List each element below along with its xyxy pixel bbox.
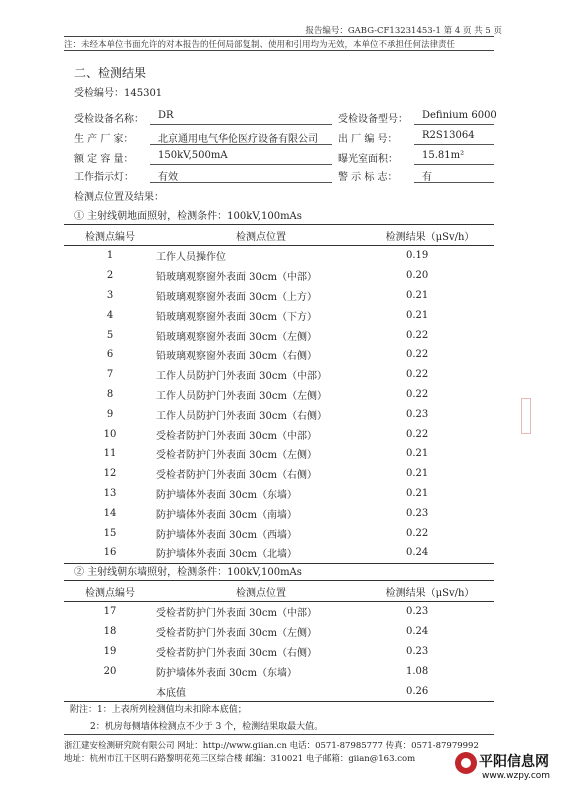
area-row [338,150,465,165]
table-row [64,404,494,424]
underline [150,182,332,183]
capacity-row [74,150,228,165]
cell-location: 受检者防护门外表面 30cm（左侧） [156,450,317,462]
section-title: 二、检测结果 [74,66,147,80]
cell-point-no: 14 [103,507,117,519]
cell-location: 工作人员防护门外表面 30cm（左侧） [156,390,327,402]
table-row [64,365,494,385]
footer-line-2: 地址：杭州市江干区明石路黎明花苑三区综合楼 邮编：310021 电子邮箱：giian@163.com [64,754,416,764]
cell-result: 0.22 [406,329,429,341]
cell-point-no: 20 [103,665,117,677]
cell-result: 0.23 [406,507,429,519]
table-row [64,385,494,405]
equipment-model-value: Definium 6000 [422,110,497,121]
results-table-2 [64,580,494,702]
cell-location: 铅玻璃观察窗外表面 30cm（左侧） [156,331,317,343]
cell-point-no: 11 [103,448,117,460]
points-heading: 检测点位置及结果： [74,192,164,203]
cell-location: 防护墙体外表面 30cm（东墙） [156,667,297,679]
table-row [64,246,494,266]
header-rule-top [64,36,494,37]
underline [414,164,494,165]
cell-result: 0.21 [406,289,429,301]
underline [414,182,494,183]
cell-location: 本底值 [156,681,366,701]
cell-point-no: 12 [103,468,117,480]
table-row [64,503,494,523]
cell-result: 0.23 [406,606,429,618]
cell-location: 受检者防护门外表面 30cm（中部） [156,608,317,620]
equipment-name-row [74,110,174,125]
note-2: 2：机房每侧墙体检测点不少于 3 个，检测结果取最大值。 [90,722,324,732]
table-row [64,484,494,504]
underline [150,144,332,145]
table-row [64,286,494,306]
cell-location: 防护墙体外表面 30cm（西墙） [156,529,297,541]
maker-label: 生 产 厂 家： [74,134,134,145]
indicator-label: 工作指示灯： [74,172,134,183]
table-row [64,266,494,286]
site-logo-icon [455,752,477,774]
table-row [64,661,494,681]
underline [150,124,332,125]
table-row [64,444,494,464]
cell-location: 铅玻璃观察窗外表面 30cm（上方） [156,291,317,303]
watermark-url: www.wzpy.com [482,771,551,781]
cell-point-no: 8 [106,388,114,400]
sample-number: 受检编号：145301 [74,88,163,99]
cell-location: 受检者防护门外表面 30cm（右侧） [156,647,317,659]
cell-point-no: 3 [106,289,114,301]
report-number: 报告编号：GABG-CF13231453-1 第 4 页 共 5 页 [305,26,502,36]
cell-result: 0.22 [406,349,429,361]
cell-result: 0.21 [406,487,429,499]
equipment-name-value: DR [158,110,174,121]
table-row [64,345,494,365]
cell-location: 铅玻璃观察窗外表面 30cm（中部） [156,272,317,284]
cell-result: 0.23 [406,645,429,657]
cell-location: 铅玻璃观察窗外表面 30cm（下方） [156,311,317,323]
table-row [64,523,494,543]
cell-location: 防护墙体外表面 30cm（北墙） [156,543,366,563]
cell-point-no: 16 [64,543,156,563]
equipment-model-row [338,110,497,125]
cell-location: 防护墙体外表面 30cm（南墙） [156,509,297,521]
table-row [64,464,494,484]
legal-note: 注：未经本单位书面允许的对本报告的任何局部复制、使用和引用均为无效，本单位不承担任何法律责任 [64,40,456,50]
cell-result: 0.22 [406,428,429,440]
col-result: 检测结果（μSv/h） [366,225,494,246]
table-header-row [64,581,494,602]
cell-point-no: 6 [106,349,114,361]
cell-location: 受检者防护门外表面 30cm（左侧） [156,628,317,640]
cell-result: 0.22 [406,388,429,400]
maker-value: 北京通用电气华伦医疗设备有限公司 [158,134,318,145]
warning-value: 有 [422,172,432,183]
watermark-brand: 平阳信息网 [479,754,549,770]
cell-point-no: 15 [103,527,117,539]
cell-location: 工作人员防护门外表面 30cm（右侧） [156,410,327,422]
cell-location: 受检者防护门外表面 30cm（右侧） [156,470,317,482]
results-table-1 [64,224,494,564]
indicator-row [74,168,178,183]
table-row [64,424,494,444]
cell-point-no: 17 [103,606,117,618]
cell-result: 0.23 [406,408,429,420]
cell-location: 工作人员操作位 [156,252,226,264]
cell-point-no [64,681,156,701]
col-point-no: 检测点编号 [64,225,156,246]
indicator-value: 有效 [158,172,178,183]
cell-result: 0.26 [366,681,494,701]
cell-location: 防护墙体外表面 30cm（东墙） [156,489,297,501]
equipment-model-label: 受检设备型号： [338,114,408,125]
col-location: 检测点位置 [156,581,366,602]
capacity-value: 150kV,500mA [158,150,228,161]
cell-point-no: 9 [106,408,114,420]
table-body-2 [64,602,494,702]
cell-point-no: 19 [103,645,117,657]
cell-point-no: 10 [103,428,117,440]
underline [414,144,494,145]
cell-result: 0.20 [406,270,429,282]
table-row [64,543,494,563]
note-1: 附注：1：上表所列检测值均未扣除本底值； [70,705,247,715]
cell-point-no: 4 [106,309,114,321]
table-row [64,305,494,325]
cell-result: 0.22 [406,369,429,381]
table-row [64,325,494,345]
cell-location: 铅玻璃观察窗外表面 30cm（右侧） [156,351,317,363]
table-row [64,642,494,662]
cell-result: 0.21 [406,448,429,460]
underline [150,164,332,165]
col-location: 检测点位置 [156,225,366,246]
warning-row [338,168,432,183]
table-body-1 [64,246,494,564]
cell-result: 0.21 [406,309,429,321]
header-rule-bottom [64,50,494,51]
table-header-row [64,225,494,246]
cell-point-no: 1 [106,250,114,262]
equipment-name-label: 受检设备名称： [74,114,144,125]
cell-point-no: 5 [106,329,114,341]
col-result: 检测结果（μSv/h） [366,581,494,602]
table-row [64,602,494,622]
cell-result: 0.19 [406,250,429,262]
section1-title: ① 主射线朝地面照射，检测条件：100kV,100mAs [74,211,302,222]
cell-location: 受检者防护门外表面 30cm（中部） [156,430,317,442]
footer-line-1: 浙江建安检测研究院有限公司 网址：http://www.giian.cn 电话：0571-87985777 传真：0571-87979992 [64,741,479,751]
table-row [64,622,494,642]
serial-row [338,130,475,145]
cell-result: 0.24 [406,626,429,638]
footer-rule [64,734,494,735]
section2-title: ② 主射线朝东墙照射，检测条件：100kV,100mAs [74,567,302,578]
serial-value: R2S13064 [422,130,475,141]
maker-row [74,130,318,145]
seal-stamp [521,398,531,434]
cell-point-no: 2 [106,270,114,282]
cell-point-no: 13 [103,487,117,499]
col-point-no: 检测点编号 [64,581,156,602]
cell-result: 0.21 [406,468,429,480]
cell-point-no: 18 [103,626,117,638]
table-row [64,681,494,701]
warning-label: 警 示 标 志： [338,172,398,183]
cell-result: 0.24 [366,543,494,563]
underline [414,124,494,125]
cell-location: 工作人员防护门外表面 30cm（中部） [156,371,327,383]
cell-point-no: 7 [106,369,114,381]
cell-result: 0.22 [406,527,429,539]
area-value: 15.81m² [422,150,465,161]
area-label: 曝光室面积： [338,154,398,165]
serial-label: 出 厂 编 号： [338,134,398,145]
cell-result: 1.08 [406,665,429,677]
capacity-label: 额 定 容 量： [74,154,134,165]
